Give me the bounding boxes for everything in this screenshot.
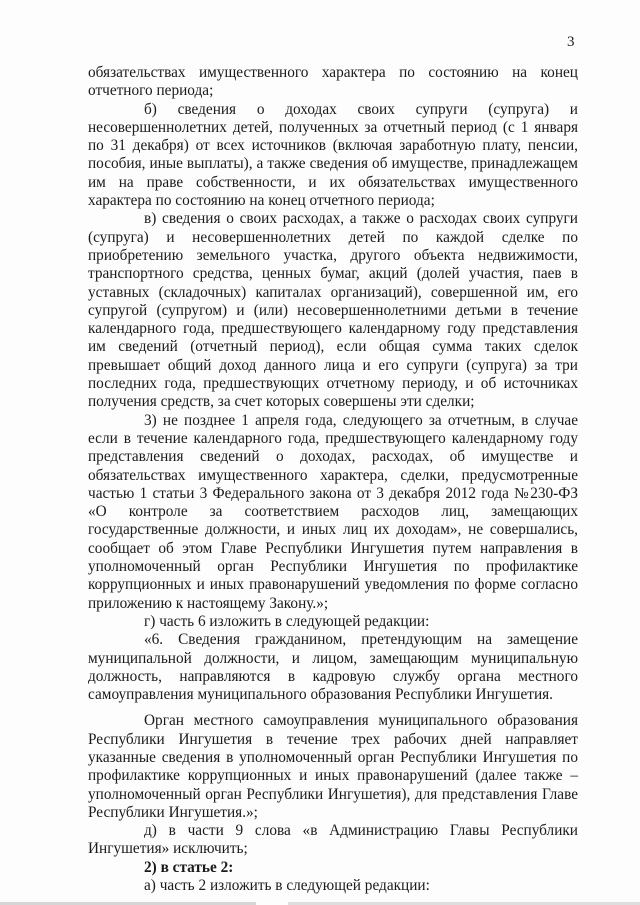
- paragraph-d-part-9: д) в части 9 слова «в Администрацию Главы Республики Ингушетия» исключить;: [88, 822, 578, 858]
- paragraph-g-part-6: г) часть 6 изложить в следующей редакции:: [144, 612, 430, 630]
- paragraph-local-authority: Орган местного самоуправления муниципального образования Республики Ингушетия в течение трех рабочих дней направляет указанные сведения в уполномоченный орган Республики Ингушетия по профилактике коррупционных и иных правонарушений (далее также – уполномоченный орган Республики Ингушетия), для представления Главе Республики Ингушетия.»;: [88, 712, 578, 821]
- paragraph-v-expenses: в) сведения о своих расходах, а также о расходах своих супруги (супруга) и несовершеннолетних детей по каждой сделке по приобретению земельного участка, другого объекта недвижимости, транспортного средства, ценных бумаг, акций (долей участия, паев в уставных (складочных) капиталах организаций), совершенной им, его супругой (супругом) и (или) несовершеннолетними детьми в течение календарного года, предшествующего календарному году представления им сведений (отчетный период), если общая сумма таких сделок превышает общий доход данного лица и его супруги (супруга) за три последних года, предшествующих отчетному периоду, и об источниках получения средств, за счет которых совершены эти сделки;: [88, 210, 578, 411]
- paragraph-a-part-2: а) часть 2 изложить в следующей редакции:: [144, 877, 430, 895]
- paragraph-6-submission: «6. Сведения гражданином, претендующим на замещение муниципальной должности, и лицом, замещающим муниципальную должность, направляются в кадровую службу органа местного самоуправления муниципального образования Республики Ингушетия.: [88, 631, 578, 704]
- paragraph-gap: [88, 704, 578, 712]
- page-number: 3: [567, 34, 575, 50]
- paragraph-3-deadline: 3) не позднее 1 апреля года, следующего за отчетным, в случае если в течение календарного года, предшествующего календарному году представления сведений о доходах, расходах, об имуществе и обязательствах имущественного характера, сделки, предусмотренные частью 1 статьи 3 Федерального закона от 3 декабря 2012 года №230-ФЗ «О контроле за соответствием расходов лиц, замещающих государственные должности, и иных лиц их доходам», не совершались, сообщает об этом Главе Республики Ингушетия путем направления в уполномоченный орган Республики Ингушетия по профилактике коррупционных и иных правонарушений уведомления по форме согласно приложению к настоящему Закону.»;: [88, 411, 578, 612]
- document-body: [88, 64, 578, 895]
- paragraph-article-2: 2) в статье 2:: [144, 858, 234, 876]
- paragraph-b-spouse-income: б) сведения о доходах своих супруги (супруга) и несовершеннолетних детей, полученных за отчетный период (с 1 января по 31 декабря) от всех источников (включая заработную плату, пенсии, пособия, иные выплаты), а также сведения об имуществе, принадлежащем им на праве собственности, и их обязательствах имущественного характера по состоянию на конец отчетного периода;: [88, 100, 578, 210]
- paragraph-obligations-end: обязательствах имущественного характера по состоянию на конец отчетного периода;: [88, 64, 578, 100]
